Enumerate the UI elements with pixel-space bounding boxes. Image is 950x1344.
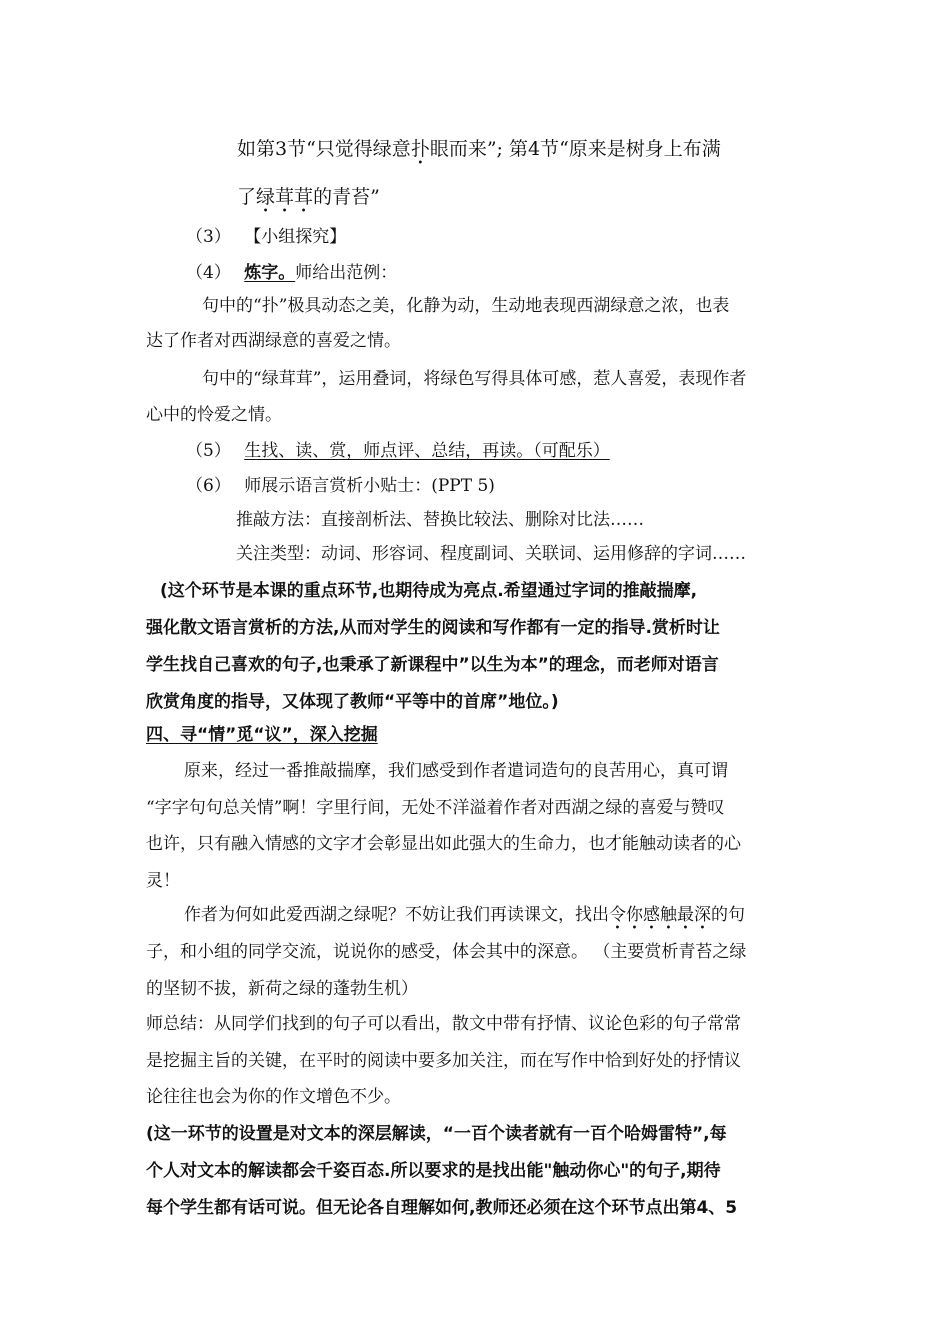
step-6-types: 关注类型：动词、形容词、程度副词、关联词、运用修辞的字词…… (236, 544, 746, 564)
step-text: 师展示语言赏析小贴士：(PPT 5) (244, 476, 495, 496)
emphasis-char: 触 (660, 905, 677, 925)
section-4-heading: 四、寻“情”觅“议”，深入挖掘 (146, 725, 378, 745)
step-number: （6） (186, 476, 231, 496)
top-line-1-b: 眼而来”; 第4节“原来是树身上布满 (429, 138, 721, 160)
emphasis-char: 你 (626, 905, 643, 925)
top-line-1 (237, 138, 721, 160)
example-1-line-2: 达了作者对西湖绿意的喜爱之情。 (146, 331, 401, 351)
step-number: （4） (186, 263, 231, 283)
summary-line-3: 论往往也会为你的作文增色不少。 (146, 1087, 401, 1107)
summary-line-1: 师总结：从同学们找到的句子可以看出，散文中带有抒情、议论色彩的句子常常 (146, 1014, 741, 1034)
top-line-2-b: 的青苔” (313, 186, 380, 208)
para-2-line-2: 子，和小组的同学交流，说说你的感受，体会其中的深意。 （主要赏析青苔之绿 (146, 942, 747, 962)
emphasis-char: 深 (694, 905, 711, 925)
emphasis-char: 茸 (275, 186, 295, 208)
top-line-2 (237, 186, 380, 208)
note-2-line-3: 每个学生都有话可说。但无论各自理解如何,教师还必须在这个环节点出第4、5 (146, 1198, 738, 1218)
emphasis-char: 绿 (256, 186, 276, 208)
top-line-1-a: 如第3节“只觉得绿意 (237, 138, 411, 160)
step-text: 生找、读、赏，师点评、总结，再读。（可配乐） (244, 441, 610, 461)
note-1-line-1: (这个环节是本课的重点环节,也期待成为亮点.希望通过字词的推敲揣摩, (160, 581, 698, 601)
para-1-line-3: 也许，只有融入情感的文字才会彰显出如此强大的生命力，也才能触动读者的心 (146, 834, 741, 854)
step-heading: 炼字。 (244, 263, 296, 283)
step-5 (186, 440, 610, 462)
step-text: 【小组探究】 (244, 227, 347, 247)
para-1-line-2: “字字句句总关情”啊！字里行间，无处不洋溢着作者对西湖之绿的喜爱与赞叹 (146, 798, 725, 818)
example-2-line-2: 心中的怜爱之情。 (146, 405, 282, 425)
note-1-line-2: 强化散文语言赏析的方法,从而对学生的阅读和写作都有一定的指导.赏析时让 (146, 618, 720, 638)
emphasis-char: 最 (677, 905, 694, 925)
step-3 (186, 226, 346, 248)
example-2-line-1: 句中的“绿茸茸”，运用叠词，将绿色写得具体可感，惹人喜爱，表现作者 (202, 369, 747, 389)
note-2-line-2: 个人对文本的解读都会千姿百态.所以要求的是找出能"触动你心"的句子,期待 (146, 1161, 721, 1181)
emphasis-char: 扑 (410, 138, 430, 160)
emphasis-char: 令 (609, 905, 626, 925)
note-1-line-4: 欣赏角度的指导，又体现了教师“平等中的首席”地位。) (146, 692, 559, 712)
para-2-line-1 (184, 904, 745, 926)
para-1-line-4: 灵！ (146, 871, 180, 891)
para-1-line-1: 原来，经过一番推敲揣摩，我们感受到作者遣词造句的良苦用心，真可谓 (184, 761, 728, 781)
step-text: 师给出范例： (295, 263, 398, 283)
step-number: （3） (186, 227, 231, 247)
note-1-line-3: 学生找自己喜欢的句子,也秉承了新课程中”以生为本”的理念，而老师对语言 (146, 655, 719, 675)
step-6 (186, 475, 495, 497)
step-6-method: 推敲方法：直接剖析法、替换比较法、删除对比法…… (236, 510, 644, 530)
emphasis-char: 茸 (294, 186, 314, 208)
step-4 (186, 262, 397, 284)
emphasis-char: 感 (643, 905, 660, 925)
top-line-2-a: 了 (237, 186, 257, 208)
para-2-line-1-b: 的句 (711, 905, 745, 925)
para-2-line-3: 的坚韧不拔，新荷之绿的蓬勃生机） (146, 979, 418, 999)
example-1-line-1: 句中的“扑”极具动态之美，化静为动，生动地表现西湖绿意之浓，也表 (202, 296, 730, 316)
para-2-line-1-a: 作者为何如此爱西湖之绿呢？不妨让我们再读课文，找出 (184, 905, 609, 925)
summary-line-2: 是挖掘主旨的关键，在平时的阅读中要多加关注，而在写作中恰到好处的抒情议 (146, 1051, 741, 1071)
note-2-line-1: (这一环节的设置是对文本的深层解读，“一百个读者就有一百个哈姆雷特”,每 (146, 1124, 727, 1144)
step-number: （5） (186, 441, 231, 461)
